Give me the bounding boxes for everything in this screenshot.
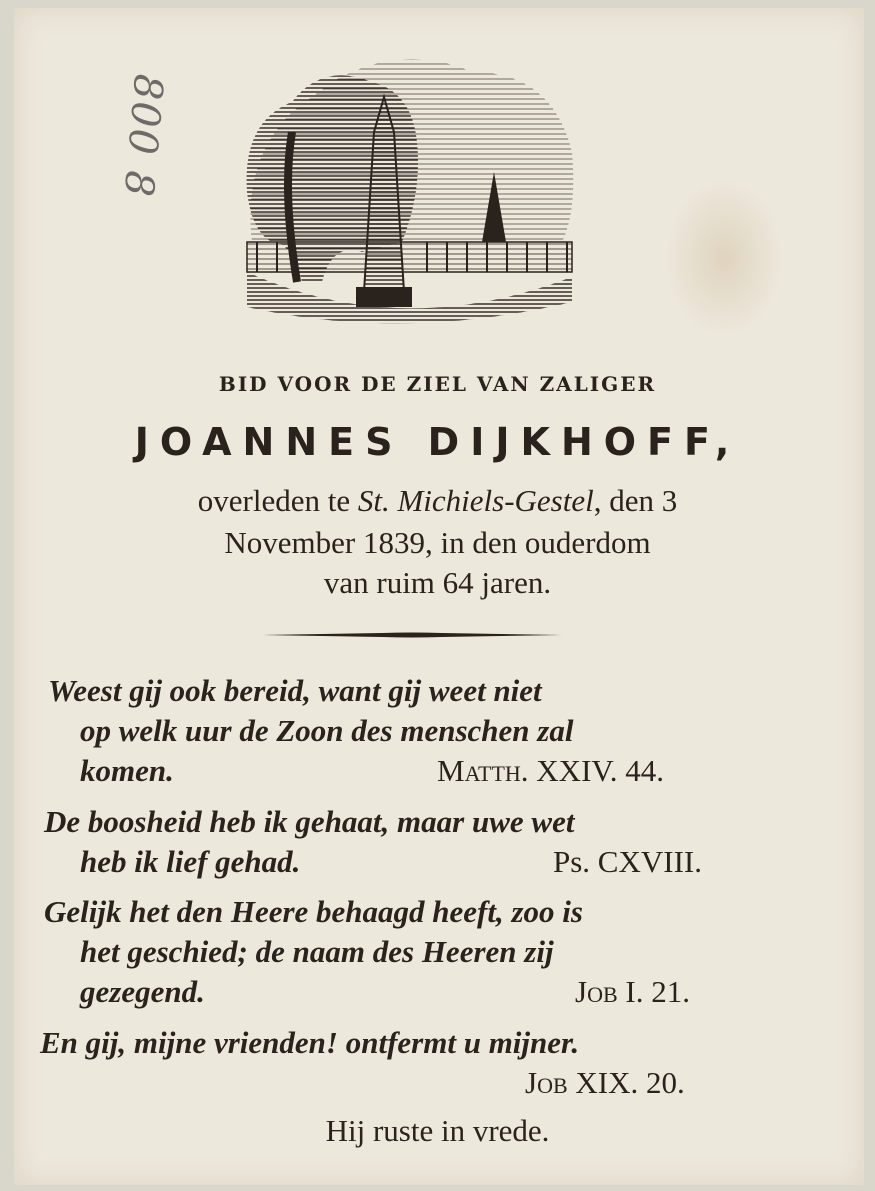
monument-engraving-icon (232, 42, 577, 332)
death-details-line-3: van ruim 64 jaren. (323, 565, 552, 600)
handwritten-note: 800 8 (114, 72, 172, 201)
death-details-line-2: November 1839, in den ouderdom (224, 525, 651, 560)
verse-3-reference (575, 974, 690, 1010)
ref-first: J (525, 1065, 538, 1100)
verse-2-line-2: heb ik lief gehad. (80, 844, 301, 879)
ref-first: J (575, 974, 588, 1009)
ref-first: M (437, 753, 465, 788)
death-text-pre: overleden te (197, 483, 351, 518)
prayer-heading: BID VOOR DE ZIEL VAN ZALIGER (218, 372, 657, 396)
verse-1-line-1: Weest gij ook bereid, want gij weet niet (48, 673, 542, 708)
verse-2-line-1: De boosheid heb ik gehaat, maar uwe wet (44, 804, 575, 839)
ref-rest: I. 21. (617, 974, 690, 1009)
verse-4-reference (525, 1065, 685, 1101)
verse-4-line-1: En gij, mijne vrienden! ontfermt u mijner. (40, 1025, 580, 1060)
death-text-post: , den 3 (593, 483, 678, 518)
death-details-line-1 (0, 483, 875, 519)
ref-rest: XIX. 20. (567, 1065, 685, 1100)
death-place: St. Michiels-Gestel (357, 483, 594, 518)
verse-2-reference: Ps. CXVIII. (553, 844, 702, 879)
deceased-name: JOANNES DIJKHOFF, (134, 420, 741, 464)
paper-stain (664, 178, 784, 338)
verse-3-line-2: het geschied; de naam des Heeren zij (80, 934, 554, 969)
ref-small-caps: OB (587, 982, 618, 1007)
ref-rest: . XXIV. 44. (520, 753, 665, 788)
decorative-rule (262, 632, 562, 638)
closing-line: Hij ruste in vrede. (325, 1113, 550, 1148)
verse-1-reference (437, 753, 664, 789)
verse-3-line-1: Gelijk het den Heere behaagd heeft, zoo is (44, 894, 583, 929)
ref-small-caps: OB (537, 1073, 568, 1098)
verse-3-line-3: gezegend. (80, 974, 205, 1009)
verse-1-line-2: op welk uur de Zoon des menschen zal (80, 713, 574, 748)
verse-1-line-3: komen. (80, 753, 174, 788)
ref-small-caps: ATTH (464, 761, 521, 786)
